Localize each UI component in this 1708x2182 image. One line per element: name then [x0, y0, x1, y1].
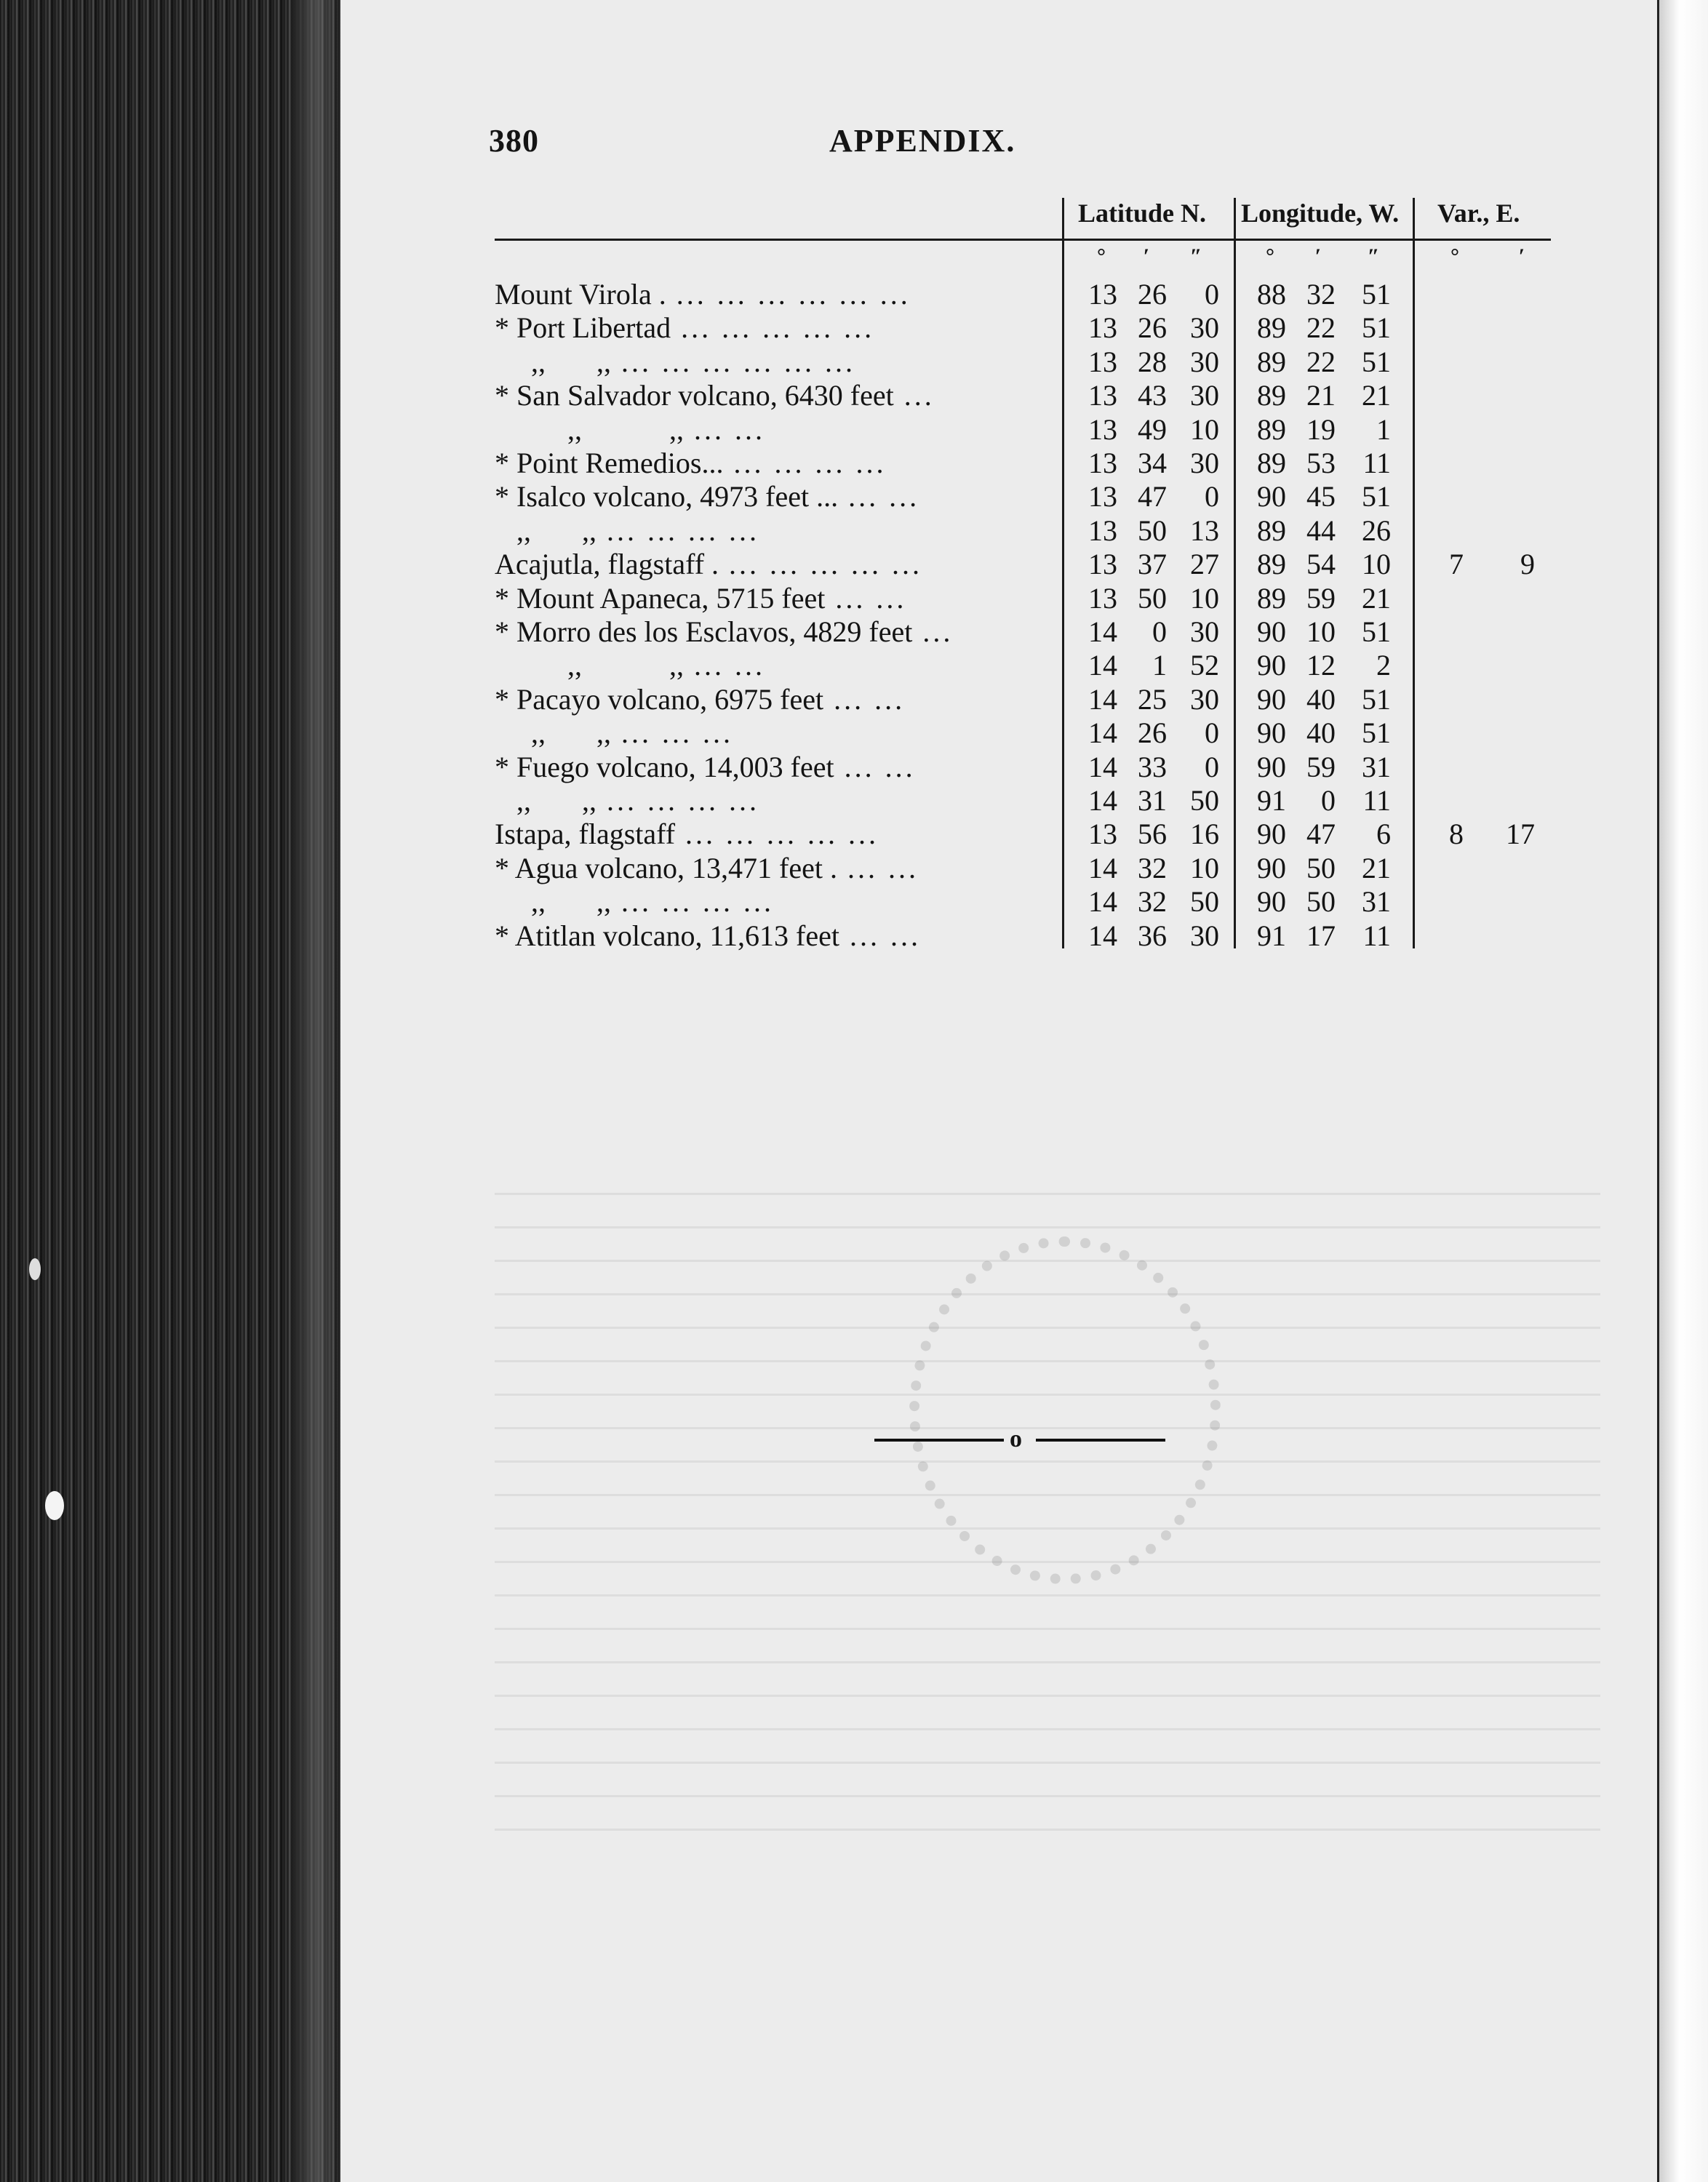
ornament-rule-left	[874, 1439, 1004, 1442]
place-name: ,, ,,	[495, 885, 611, 919]
var-value: 9	[1520, 548, 1535, 581]
lat-value: 0	[1152, 615, 1167, 648]
table-row	[0, 379, 1708, 412]
lat-value: 13	[1088, 345, 1117, 378]
lon-value: 51	[1362, 716, 1391, 750]
lon-value: 17	[1306, 919, 1336, 952]
place-name: ,, ,,	[495, 716, 611, 750]
lon-value: 32	[1306, 278, 1336, 311]
lat-value: 13	[1088, 311, 1117, 345]
leader-dots: ... ... ... ... ... ...	[621, 345, 855, 378]
lon-value: 44	[1306, 513, 1336, 547]
place-name: ,, ,,	[495, 513, 596, 547]
lat-sec-unit: ″	[1189, 244, 1202, 268]
latitude-heading: Latitude N.	[1078, 199, 1207, 228]
lat-value: 13	[1088, 548, 1117, 581]
lat-value: 30	[1190, 379, 1219, 412]
lat-value: 50	[1190, 784, 1219, 817]
lon-value: 91	[1257, 784, 1286, 817]
leader-dots: ...	[903, 379, 935, 412]
lon-value: 6	[1376, 818, 1391, 851]
lat-value: 0	[1205, 278, 1219, 311]
lon-value: 89	[1257, 447, 1286, 479]
lon-value: 88	[1257, 278, 1286, 311]
lon-value: 90	[1257, 851, 1286, 884]
lat-value: 16	[1190, 818, 1219, 851]
lon-value: 31	[1362, 750, 1391, 783]
lat-value: 14	[1088, 919, 1117, 952]
lon-value: 51	[1362, 278, 1391, 311]
lon-value: 91	[1257, 919, 1286, 952]
leader-dots: ... ... ...	[621, 716, 733, 750]
place-name: Mount Virola .	[495, 278, 666, 311]
lon-value: 51	[1362, 345, 1391, 378]
lat-value: 25	[1138, 682, 1167, 716]
lon-value: 11	[1362, 784, 1391, 817]
lon-value: 51	[1362, 682, 1391, 716]
table-row	[0, 818, 1708, 851]
leader-dots: ... ...	[847, 851, 919, 884]
lon-value: 90	[1257, 818, 1286, 851]
table-row	[0, 751, 1708, 784]
lat-value: 32	[1138, 885, 1167, 919]
variation-heading: Var., E.	[1437, 199, 1520, 228]
table-row	[0, 716, 1708, 750]
longitude-heading: Longitude, W.	[1241, 199, 1400, 228]
lon-value: 50	[1306, 885, 1336, 919]
lon-sec-unit: ″	[1367, 244, 1380, 268]
lat-value: 10	[1190, 581, 1219, 615]
var-value: 7	[1449, 548, 1464, 581]
lat-value: 13	[1088, 581, 1117, 615]
place-name: ,, ,,	[495, 649, 684, 682]
running-title: APPENDIX.	[829, 123, 1016, 159]
lon-value: 10	[1362, 548, 1391, 581]
lon-value: 0	[1321, 784, 1336, 817]
lon-value: 40	[1306, 716, 1336, 750]
lat-value: 14	[1088, 682, 1117, 716]
place-name: * Isalco volcano, 4973 feet ...	[495, 480, 839, 513]
leader-dots: ... ...	[835, 581, 907, 615]
leader-dots: ... ...	[844, 750, 916, 783]
lat-value: 32	[1138, 851, 1167, 884]
lon-value: 22	[1306, 345, 1336, 378]
page-header	[0, 122, 1708, 180]
table-row	[0, 615, 1708, 649]
lat-value: 49	[1138, 412, 1167, 446]
leader-dots: ... ...	[834, 682, 906, 716]
place-name: * Agua volcano, 13,471 feet .	[495, 851, 837, 884]
lat-value: 47	[1138, 480, 1167, 513]
table-row	[0, 447, 1708, 480]
lon-value: 90	[1257, 750, 1286, 783]
lon-value: 90	[1257, 716, 1286, 750]
lat-value: 14	[1088, 716, 1117, 750]
lon-value: 21	[1362, 851, 1391, 884]
lon-value: 53	[1306, 447, 1336, 479]
table-row	[0, 413, 1708, 447]
leader-dots: ... ...	[694, 412, 765, 446]
place-name: * Port Libertad	[495, 311, 671, 345]
lon-value: 26	[1362, 513, 1391, 547]
leader-dots: ... ... ... ...	[621, 885, 774, 919]
table-row	[0, 548, 1708, 581]
var-min-unit: ′	[1518, 244, 1525, 268]
leader-dots: ... ... ... ... ...	[729, 548, 923, 581]
lat-value: 27	[1190, 548, 1219, 581]
leader-dots: ... ...	[694, 649, 765, 682]
table-row	[0, 480, 1708, 513]
lat-value: 26	[1138, 716, 1167, 750]
lon-value: 89	[1257, 345, 1286, 378]
place-name: * Atitlan volcano, 11,613 feet	[495, 919, 839, 952]
leader-dots: ... ... ... ...	[607, 513, 759, 547]
place-name: Istapa, flagstaff	[495, 818, 676, 851]
lon-value: 90	[1257, 649, 1286, 682]
lon-value: 21	[1362, 581, 1391, 615]
lat-value: 56	[1138, 818, 1167, 851]
lat-value: 13	[1088, 447, 1117, 479]
lat-value: 50	[1138, 581, 1167, 615]
lat-value: 14	[1088, 885, 1117, 919]
lat-value: 50	[1138, 513, 1167, 547]
lon-value: 89	[1257, 513, 1286, 547]
lon-value: 90	[1257, 682, 1286, 716]
place-name: ,, ,,	[495, 345, 611, 378]
lat-value: 30	[1190, 311, 1219, 345]
lon-deg-unit: °	[1266, 244, 1274, 268]
leader-dots: ... ... ... ... ...	[681, 311, 875, 345]
lon-value: 51	[1362, 615, 1391, 648]
table-row	[0, 885, 1708, 919]
lat-value: 1	[1152, 649, 1167, 682]
table-row	[0, 582, 1708, 615]
place-name: * Morro des los Esclavos, 4829 feet	[495, 615, 913, 648]
var-value: 17	[1506, 818, 1535, 851]
ornament-circle: o	[1010, 1426, 1022, 1452]
lon-min-unit: ′	[1314, 244, 1322, 268]
lat-value: 52	[1190, 649, 1219, 682]
table-row	[0, 649, 1708, 682]
lat-min-unit: ′	[1143, 244, 1150, 268]
place-name: * Point Remedios...	[495, 447, 724, 479]
lat-value: 30	[1190, 447, 1219, 479]
lon-value: 50	[1306, 851, 1336, 884]
lon-value: 2	[1376, 649, 1391, 682]
lat-value: 37	[1138, 548, 1167, 581]
lat-value: 14	[1088, 750, 1117, 783]
lat-value: 33	[1138, 750, 1167, 783]
lon-value: 1	[1376, 412, 1391, 446]
place-name: * Fuego volcano, 14,003 feet	[495, 750, 834, 783]
lat-value: 31	[1138, 784, 1167, 817]
lat-value: 13	[1190, 513, 1219, 547]
lat-value: 26	[1138, 311, 1167, 345]
lon-value: 21	[1362, 379, 1391, 412]
lat-value: 13	[1088, 480, 1117, 513]
end-ornament	[874, 1426, 1165, 1455]
lon-value: 59	[1306, 750, 1336, 783]
lon-value: 47	[1306, 818, 1336, 851]
lon-value: 45	[1306, 480, 1336, 513]
leader-dots: ... ... ... ...	[607, 784, 759, 817]
lat-value: 14	[1088, 784, 1117, 817]
place-name: * Mount Apaneca, 5715 feet	[495, 581, 826, 615]
lat-value: 0	[1205, 716, 1219, 750]
lon-value: 90	[1257, 615, 1286, 648]
lat-value: 30	[1190, 682, 1219, 716]
lon-value: 10	[1306, 615, 1336, 648]
table-row	[0, 919, 1708, 953]
lat-value: 50	[1190, 885, 1219, 919]
heading-rule	[495, 239, 1551, 241]
lat-value: 14	[1088, 851, 1117, 884]
lon-value: 59	[1306, 581, 1336, 615]
lon-value: 90	[1257, 885, 1286, 919]
lat-value: 13	[1088, 818, 1117, 851]
place-name: * San Salvador volcano, 6430 feet	[495, 379, 894, 412]
lat-value: 13	[1088, 278, 1117, 311]
lon-value: 31	[1362, 885, 1391, 919]
lon-value: 11	[1362, 919, 1391, 952]
lon-value: 51	[1362, 311, 1391, 345]
lon-value: 40	[1306, 682, 1336, 716]
lon-value: 21	[1306, 379, 1336, 412]
leader-dots: ... ... ... ... ... ...	[676, 278, 911, 311]
lon-value: 19	[1306, 412, 1336, 446]
lat-value: 30	[1190, 615, 1219, 648]
table-row	[0, 683, 1708, 716]
leader-dots: ... ... ... ... ...	[685, 818, 879, 851]
lon-value: 11	[1362, 447, 1391, 479]
lat-value: 14	[1088, 615, 1117, 648]
lat-value: 0	[1205, 480, 1219, 513]
lon-value: 90	[1257, 480, 1286, 513]
page-number: 380	[489, 123, 539, 159]
lat-value: 10	[1190, 412, 1219, 446]
table-row	[0, 345, 1708, 379]
table-row	[0, 852, 1708, 885]
lon-value: 89	[1257, 581, 1286, 615]
lat-deg-unit: °	[1097, 244, 1106, 268]
leader-dots: ... ...	[848, 480, 920, 513]
table-row	[0, 311, 1708, 345]
lat-value: 14	[1088, 649, 1117, 682]
dust-speck	[45, 1491, 64, 1520]
lat-value: 28	[1138, 345, 1167, 378]
lat-value: 30	[1190, 919, 1219, 952]
lat-value: 30	[1190, 345, 1219, 378]
lat-value: 26	[1138, 278, 1167, 311]
lon-value: 54	[1306, 548, 1336, 581]
lon-value: 12	[1306, 649, 1336, 682]
lat-value: 13	[1088, 379, 1117, 412]
lat-value: 36	[1138, 919, 1167, 952]
lon-value: 89	[1257, 311, 1286, 345]
leader-dots: ...	[922, 615, 954, 648]
lat-value: 34	[1138, 447, 1167, 479]
dust-speck	[29, 1258, 41, 1280]
place-name: ,, ,,	[495, 412, 684, 446]
lon-value: 89	[1257, 379, 1286, 412]
bleed-through-seal	[909, 1236, 1221, 1584]
lat-value: 13	[1088, 412, 1117, 446]
lon-value: 89	[1257, 412, 1286, 446]
lon-value: 89	[1257, 548, 1286, 581]
lat-value: 13	[1088, 513, 1117, 547]
leader-dots: ... ... ... ...	[733, 447, 887, 479]
lat-value: 0	[1205, 750, 1219, 783]
place-name: * Pacayo volcano, 6975 feet	[495, 682, 824, 716]
table-row	[0, 514, 1708, 548]
ornament-rule-right	[1036, 1439, 1165, 1442]
var-deg-unit: °	[1450, 244, 1459, 268]
place-name: Acajutla, flagstaff .	[495, 548, 719, 581]
lon-value: 51	[1362, 480, 1391, 513]
var-value: 8	[1449, 818, 1464, 851]
place-name: ,, ,,	[495, 784, 596, 817]
table-row	[0, 278, 1708, 311]
lon-value: 22	[1306, 311, 1336, 345]
lat-value: 43	[1138, 379, 1167, 412]
leader-dots: ... ...	[849, 919, 921, 952]
column-headings	[0, 198, 1708, 241]
table-row	[0, 784, 1708, 818]
unit-row	[0, 244, 1708, 273]
lat-value: 10	[1190, 851, 1219, 884]
